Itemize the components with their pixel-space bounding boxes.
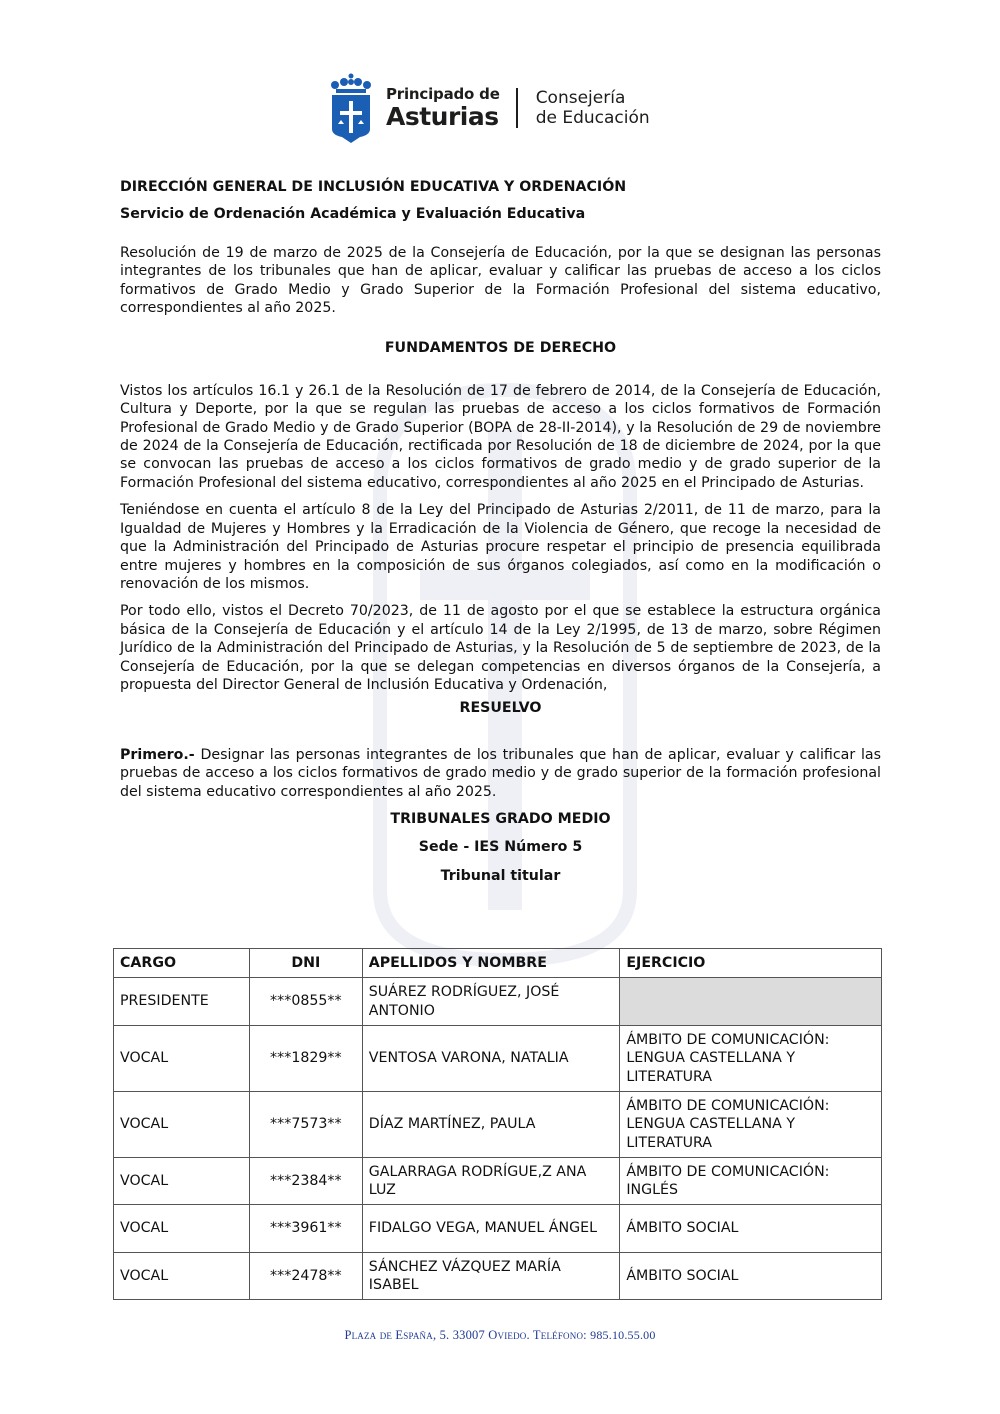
asturias-shield-icon [330,73,372,143]
cell-ejercicio [620,978,882,1026]
logo-asturias: Asturias [386,102,499,131]
cell-cargo: VOCAL [114,1026,250,1092]
cell-nombre: VENTOSA VARONA, NATALIA [362,1026,620,1092]
direction-heading: DIRECCIÓN GENERAL DE INCLUSIÓN EDUCATIVA Y ORDENACIÓN [120,179,627,195]
cell-ejercicio: ÁMBITO DE COMUNICACIÓN: INGLÉS [620,1158,882,1205]
cell-ejercicio: ÁMBITO SOCIAL [620,1253,882,1300]
tribunales-heading: TRIBUNALES GRADO MEDIO [390,810,611,827]
cell-dni: ***7573** [249,1092,362,1158]
cell-nombre: FIDALGO VEGA, MANUEL ÁNGEL [362,1205,620,1253]
footer-address [0,1328,1000,1343]
table-row [114,1158,882,1205]
cell-cargo: PRESIDENTE [114,978,250,1026]
cell-ejercicio: ÁMBITO DE COMUNICACIÓN: LENGUA CASTELLANA Y LITERATURA [620,1026,882,1092]
footer-address-text: Plaza de España, 5. 33007 Oviedo. Teléfono: [344,1328,591,1342]
cell-nombre: SÁNCHEZ VÁZQUEZ MARÍA ISABEL [362,1253,620,1300]
col-nombre: APELLIDOS Y NOMBRE [362,949,620,978]
cell-ejercicio: ÁMBITO DE COMUNICACIÓN: LENGUA CASTELLANA Y LITERATURA [620,1092,882,1158]
cell-cargo: VOCAL [114,1253,250,1300]
resolution-title: Resolución de 19 de marzo de 2025 de la Consejería de Educación, por la que se designan las personas integrantes de los tribunales que han de aplicar, evaluar y calificar las pruebas de acceso a los ciclos formativos de Grado Medio y Grado Superior de la Formación Profesional del sistema educativo, correspondientes al año 2025. [120,244,881,317]
document-body [120,178,881,885]
sede-heading: Sede - IES Número 5 [418,839,583,856]
primero-paragraph [120,746,881,801]
paragraph-2: Teniéndose en cuenta el artículo 8 de la Ley del Principado de Asturias 2/2011, de 11 de marzo, para la Igualdad de Mujeres y Hombres y la Erradicación de la Violencia de Género, que recoge la necesidad de que la Administración del Principado de Asturias procure respetar el principio de presencia equilibrada entre mujeres y hombres en la composición de sus órganos colegiados, así como en la modificación o renovación de los mismos. [120,502,881,592]
dept-consejeria: Consejería [535,87,626,108]
cell-cargo: VOCAL [114,1158,250,1205]
resuelvo-heading: RESUELVO [459,700,542,717]
col-ejercicio: EJERCICIO [620,949,882,978]
service-heading: Servicio de Ordenación Académica y Evaluación Educativa [120,206,586,223]
tribunal-table [113,948,882,1300]
cell-nombre: GALARRAGA RODRÍGUE,Z ANA LUZ [362,1158,620,1205]
paragraph-1: Vistos los artículos 16.1 y 26.1 de la Resolución de 17 de febrero de 2014, de la Consejería de Educación, Cultura y Deporte, por la que se regulan las pruebas de acceso a los ciclos formativos de Formación Profesional de Grado Medio y de Grado Superior (BOPA de 28-II-2014), y la Resolución de 29 de noviembre de 2024 de la Consejería de Educación, rectificada por Resolución de 18 de diciembre de 2024, por la que se convocan las pruebas de acceso a los ciclos formativos de grado medio y de grado superior de la Formación Profesional del sistema educativo, correspondientes al año 2025 en el Principado de Asturias. [120,382,881,491]
primero-text: Designar las personas integrantes de los tribunales que han de aplicar, evaluar y calificar las pruebas de acceso a los ciclos formativos de grado medio y de grado superior de la formación profesional del sistema educativo correspondientes al año 2025. [120,746,881,800]
cell-ejercicio: ÁMBITO SOCIAL [620,1205,882,1253]
table-row [114,1092,882,1158]
cell-dni: ***2478** [249,1253,362,1300]
table-header-row [114,949,882,978]
dept-educacion: de Educación [535,108,650,128]
cell-dni: ***1829** [249,1026,362,1092]
tribunal-heading: Tribunal titular [440,867,561,884]
cell-nombre: DÍAZ MARTÍNEZ, PAULA [362,1092,620,1158]
logo-principado: Principado de [386,85,500,103]
cell-dni: ***3961** [249,1205,362,1253]
fundamentos-heading: FUNDAMENTOS DE DERECHO [384,340,617,357]
col-dni: DNI [249,949,362,978]
table-row [114,1253,882,1300]
table-row [114,978,882,1026]
cell-nombre: SUÁREZ RODRÍGUEZ, JOSÉ ANTONIO [362,978,620,1026]
cell-dni: ***2384** [249,1158,362,1205]
table-row [114,1205,882,1253]
cell-cargo: VOCAL [114,1092,250,1158]
paragraph-3: Por todo ello, vistos el Decreto 70/2023, de 11 de agosto por el que se establece la estructura orgánica básica de la Consejería de Educación y el artículo 14 de la Ley 2/1995, de 13 de marzo, sobre Régimen Jurídico de la Administración del Principado de Asturias, y la Resolución de 5 de septiembre de 2023, de la Consejería de Educación, por la que se delegan competencias en diversos órganos de la Consejería, a propuesta del Director General de Inclusión Educativa y Ordenación, [120,603,881,693]
header-logo [330,72,675,144]
col-cargo: CARGO [114,949,250,978]
footer-phone: 985.10.55.00 [590,1328,656,1342]
primero-label: Primero.- [120,746,195,763]
table-row [114,1026,882,1092]
logo-separator [516,88,518,128]
cell-cargo: VOCAL [114,1205,250,1253]
cell-dni: ***0855** [249,978,362,1026]
